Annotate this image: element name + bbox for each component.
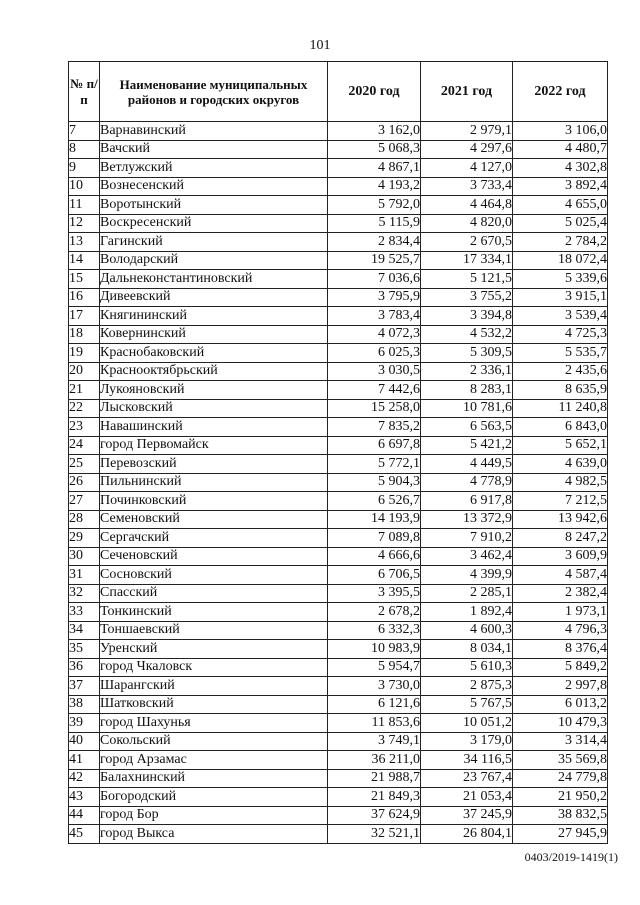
cell-2021: 2 336,1 — [421, 362, 513, 381]
cell-name: Лукояновский — [100, 381, 328, 400]
table-row — [69, 788, 608, 807]
cell-2021: 8 034,1 — [421, 640, 513, 659]
cell-2022: 2 382,4 — [513, 584, 608, 603]
cell-2020: 21 988,7 — [328, 769, 421, 788]
cell-name: Гагинский — [100, 233, 328, 252]
cell-2022: 8 635,9 — [513, 381, 608, 400]
cell-2022: 6 843,0 — [513, 418, 608, 437]
table-row — [69, 140, 608, 159]
table-row — [69, 196, 608, 215]
header-2022: 2022 год — [513, 62, 608, 122]
cell-number: 19 — [69, 344, 100, 363]
table-row — [69, 529, 608, 548]
cell-name: Навашинский — [100, 418, 328, 437]
cell-2021: 6 563,5 — [421, 418, 513, 437]
cell-name: город Бор — [100, 806, 328, 825]
cell-name: Краснобаковский — [100, 344, 328, 363]
cell-2021: 37 245,9 — [421, 806, 513, 825]
cell-2020: 36 211,0 — [328, 751, 421, 770]
cell-2021: 4 449,5 — [421, 455, 513, 474]
cell-2021: 6 917,8 — [421, 492, 513, 511]
cell-name: Сосновский — [100, 566, 328, 585]
cell-2021: 13 372,9 — [421, 510, 513, 529]
cell-number: 15 — [69, 270, 100, 289]
cell-name: Ветлужский — [100, 159, 328, 178]
table-row — [69, 307, 608, 326]
cell-2021: 4 778,9 — [421, 473, 513, 492]
cell-2020: 5 772,1 — [328, 455, 421, 474]
cell-2020: 10 983,9 — [328, 640, 421, 659]
table-row — [69, 418, 608, 437]
cell-2020: 7 089,8 — [328, 529, 421, 548]
cell-number: 13 — [69, 233, 100, 252]
cell-2021: 2 285,1 — [421, 584, 513, 603]
cell-2021: 3 394,8 — [421, 307, 513, 326]
cell-number: 44 — [69, 806, 100, 825]
cell-2020: 5 068,3 — [328, 140, 421, 159]
cell-number: 26 — [69, 473, 100, 492]
table-row — [69, 177, 608, 196]
cell-2021: 5 610,3 — [421, 658, 513, 677]
table-row — [69, 455, 608, 474]
cell-2020: 6 121,6 — [328, 695, 421, 714]
cell-2021: 5 421,2 — [421, 436, 513, 455]
cell-number: 8 — [69, 140, 100, 159]
cell-2021: 2 875,3 — [421, 677, 513, 696]
cell-name: Сокольский — [100, 732, 328, 751]
cell-name: Пильнинский — [100, 473, 328, 492]
cell-2022: 2 784,2 — [513, 233, 608, 252]
cell-2020: 3 395,5 — [328, 584, 421, 603]
cell-2021: 4 820,0 — [421, 214, 513, 233]
cell-number: 20 — [69, 362, 100, 381]
cell-2022: 24 779,8 — [513, 769, 608, 788]
cell-2021: 23 767,4 — [421, 769, 513, 788]
table-row — [69, 640, 608, 659]
cell-name: город Первомайск — [100, 436, 328, 455]
cell-number: 18 — [69, 325, 100, 344]
document-code: 0403/2019-1419(1) — [524, 850, 618, 864]
cell-number: 37 — [69, 677, 100, 696]
cell-2022: 21 950,2 — [513, 788, 608, 807]
table-body — [69, 122, 608, 844]
cell-name: Ковернинский — [100, 325, 328, 344]
cell-2020: 5 954,7 — [328, 658, 421, 677]
table-row — [69, 806, 608, 825]
cell-number: 29 — [69, 529, 100, 548]
cell-2020: 3 749,1 — [328, 732, 421, 751]
cell-2021: 2 670,5 — [421, 233, 513, 252]
cell-2022: 5 339,6 — [513, 270, 608, 289]
cell-2022: 4 655,0 — [513, 196, 608, 215]
cell-name: город Чкаловск — [100, 658, 328, 677]
cell-name: Уренский — [100, 640, 328, 659]
table-row — [69, 473, 608, 492]
cell-number: 45 — [69, 825, 100, 844]
table-row — [69, 399, 608, 418]
cell-2020: 19 525,7 — [328, 251, 421, 270]
cell-number: 40 — [69, 732, 100, 751]
cell-2022: 13 942,6 — [513, 510, 608, 529]
cell-2022: 4 725,3 — [513, 325, 608, 344]
cell-2022: 3 539,4 — [513, 307, 608, 326]
cell-2020: 3 030,5 — [328, 362, 421, 381]
cell-name: Володарский — [100, 251, 328, 270]
cell-2021: 10 781,6 — [421, 399, 513, 418]
cell-2020: 6 526,7 — [328, 492, 421, 511]
cell-number: 24 — [69, 436, 100, 455]
cell-number: 25 — [69, 455, 100, 474]
cell-2020: 32 521,1 — [328, 825, 421, 844]
cell-2020: 2 834,4 — [328, 233, 421, 252]
table-row — [69, 603, 608, 622]
cell-number: 16 — [69, 288, 100, 307]
cell-name: Тоншаевский — [100, 621, 328, 640]
cell-2022: 4 302,8 — [513, 159, 608, 178]
cell-number: 11 — [69, 196, 100, 215]
cell-number: 41 — [69, 751, 100, 770]
cell-2020: 2 678,2 — [328, 603, 421, 622]
table-row — [69, 214, 608, 233]
budget-table — [68, 61, 608, 844]
cell-2022: 11 240,8 — [513, 399, 608, 418]
table-row — [69, 566, 608, 585]
cell-2022: 38 832,5 — [513, 806, 608, 825]
table-row — [69, 344, 608, 363]
cell-2021: 4 600,3 — [421, 621, 513, 640]
cell-2022: 3 609,9 — [513, 547, 608, 566]
cell-2020: 5 115,9 — [328, 214, 421, 233]
table-row — [69, 159, 608, 178]
cell-2020: 6 706,5 — [328, 566, 421, 585]
cell-2020: 15 258,0 — [328, 399, 421, 418]
cell-2021: 2 979,1 — [421, 122, 513, 141]
cell-2020: 7 835,2 — [328, 418, 421, 437]
cell-name: город Шахунья — [100, 714, 328, 733]
cell-2021: 5 309,5 — [421, 344, 513, 363]
cell-2020: 37 624,9 — [328, 806, 421, 825]
cell-2020: 4 193,2 — [328, 177, 421, 196]
cell-number: 23 — [69, 418, 100, 437]
cell-2021: 3 462,4 — [421, 547, 513, 566]
cell-2020: 4 867,1 — [328, 159, 421, 178]
cell-2022: 4 796,3 — [513, 621, 608, 640]
cell-2022: 27 945,9 — [513, 825, 608, 844]
cell-number: 33 — [69, 603, 100, 622]
cell-2021: 10 051,2 — [421, 714, 513, 733]
cell-name: Балахнинский — [100, 769, 328, 788]
cell-name: город Арзамас — [100, 751, 328, 770]
cell-2021: 34 116,5 — [421, 751, 513, 770]
table-row — [69, 677, 608, 696]
cell-2022: 5 535,7 — [513, 344, 608, 363]
table-row — [69, 751, 608, 770]
table-row — [69, 381, 608, 400]
table-row — [69, 325, 608, 344]
cell-name: Шатковский — [100, 695, 328, 714]
cell-number: 12 — [69, 214, 100, 233]
cell-2021: 4 532,2 — [421, 325, 513, 344]
table-row — [69, 825, 608, 844]
cell-name: Шарангский — [100, 677, 328, 696]
cell-2022: 35 569,8 — [513, 751, 608, 770]
cell-number: 21 — [69, 381, 100, 400]
cell-2022: 8 376,4 — [513, 640, 608, 659]
cell-2022: 3 892,4 — [513, 177, 608, 196]
table-row — [69, 288, 608, 307]
cell-2022: 5 849,2 — [513, 658, 608, 677]
cell-2022: 5 025,4 — [513, 214, 608, 233]
cell-2020: 6 025,3 — [328, 344, 421, 363]
cell-2021: 4 464,8 — [421, 196, 513, 215]
cell-2020: 5 904,3 — [328, 473, 421, 492]
cell-name: Спасский — [100, 584, 328, 603]
cell-name: Княгининский — [100, 307, 328, 326]
table-row — [69, 122, 608, 141]
cell-2020: 4 666,6 — [328, 547, 421, 566]
cell-name: Сеченовский — [100, 547, 328, 566]
cell-number: 32 — [69, 584, 100, 603]
cell-name: Тонкинский — [100, 603, 328, 622]
cell-2022: 3 314,4 — [513, 732, 608, 751]
cell-2020: 3 783,4 — [328, 307, 421, 326]
cell-2022: 6 013,2 — [513, 695, 608, 714]
cell-number: 43 — [69, 788, 100, 807]
cell-number: 35 — [69, 640, 100, 659]
cell-number: 22 — [69, 399, 100, 418]
cell-2020: 4 072,3 — [328, 325, 421, 344]
table-row — [69, 621, 608, 640]
cell-2022: 7 212,5 — [513, 492, 608, 511]
cell-number: 42 — [69, 769, 100, 788]
cell-number: 9 — [69, 159, 100, 178]
table-row — [69, 584, 608, 603]
cell-2021: 4 297,6 — [421, 140, 513, 159]
header-name: Наименование муниципальных районов и городских округов — [100, 62, 328, 122]
cell-number: 30 — [69, 547, 100, 566]
cell-2020: 3 795,9 — [328, 288, 421, 307]
cell-name: Вачский — [100, 140, 328, 159]
cell-2021: 4 399,9 — [421, 566, 513, 585]
header-number: № п/п — [69, 62, 100, 122]
table-row — [69, 492, 608, 511]
cell-number: 14 — [69, 251, 100, 270]
cell-name: Варнавинский — [100, 122, 328, 141]
cell-name: Лысковский — [100, 399, 328, 418]
table-row — [69, 270, 608, 289]
cell-2020: 14 193,9 — [328, 510, 421, 529]
cell-name: город Выкса — [100, 825, 328, 844]
table-row — [69, 436, 608, 455]
cell-2022: 2 435,6 — [513, 362, 608, 381]
cell-2021: 3 179,0 — [421, 732, 513, 751]
table-row — [69, 769, 608, 788]
cell-name: Воротынский — [100, 196, 328, 215]
cell-2020: 3 730,0 — [328, 677, 421, 696]
cell-2022: 18 072,4 — [513, 251, 608, 270]
cell-2020: 21 849,3 — [328, 788, 421, 807]
cell-2020: 6 697,8 — [328, 436, 421, 455]
table-row — [69, 695, 608, 714]
table-row — [69, 233, 608, 252]
table-row — [69, 362, 608, 381]
table-row — [69, 732, 608, 751]
cell-name: Сергачский — [100, 529, 328, 548]
cell-2021: 21 053,4 — [421, 788, 513, 807]
table-row — [69, 714, 608, 733]
table-row — [69, 251, 608, 270]
cell-number: 36 — [69, 658, 100, 677]
cell-number: 31 — [69, 566, 100, 585]
cell-2021: 8 283,1 — [421, 381, 513, 400]
cell-2022: 10 479,3 — [513, 714, 608, 733]
cell-2020: 6 332,3 — [328, 621, 421, 640]
cell-2020: 11 853,6 — [328, 714, 421, 733]
table-row — [69, 547, 608, 566]
cell-name: Дивеевский — [100, 288, 328, 307]
cell-2022: 4 982,5 — [513, 473, 608, 492]
table-row — [69, 658, 608, 677]
cell-2021: 1 892,4 — [421, 603, 513, 622]
cell-number: 28 — [69, 510, 100, 529]
cell-number: 10 — [69, 177, 100, 196]
table-header-row — [69, 62, 608, 122]
cell-number: 17 — [69, 307, 100, 326]
cell-name: Дальнеконстантиновский — [100, 270, 328, 289]
cell-number: 27 — [69, 492, 100, 511]
cell-2021: 26 804,1 — [421, 825, 513, 844]
cell-number: 7 — [69, 122, 100, 141]
cell-2022: 4 587,4 — [513, 566, 608, 585]
cell-2020: 7 036,6 — [328, 270, 421, 289]
cell-number: 39 — [69, 714, 100, 733]
cell-name: Краснооктябрьский — [100, 362, 328, 381]
cell-number: 38 — [69, 695, 100, 714]
cell-2021: 4 127,0 — [421, 159, 513, 178]
cell-name: Воскресенский — [100, 214, 328, 233]
cell-2022: 4 639,0 — [513, 455, 608, 474]
header-2021: 2021 год — [421, 62, 513, 122]
cell-2020: 7 442,6 — [328, 381, 421, 400]
cell-2021: 5 121,5 — [421, 270, 513, 289]
cell-name: Вознесенский — [100, 177, 328, 196]
cell-name: Богородский — [100, 788, 328, 807]
header-2020: 2020 год — [328, 62, 421, 122]
cell-2022: 3 915,1 — [513, 288, 608, 307]
cell-2022: 8 247,2 — [513, 529, 608, 548]
cell-2021: 17 334,1 — [421, 251, 513, 270]
cell-2021: 3 755,2 — [421, 288, 513, 307]
cell-2022: 5 652,1 — [513, 436, 608, 455]
table-row — [69, 510, 608, 529]
cell-2021: 5 767,5 — [421, 695, 513, 714]
cell-name: Семеновский — [100, 510, 328, 529]
cell-2021: 7 910,2 — [421, 529, 513, 548]
cell-number: 34 — [69, 621, 100, 640]
cell-2020: 5 792,0 — [328, 196, 421, 215]
cell-2022: 4 480,7 — [513, 140, 608, 159]
cell-2020: 3 162,0 — [328, 122, 421, 141]
cell-2022: 1 973,1 — [513, 603, 608, 622]
cell-2022: 3 106,0 — [513, 122, 608, 141]
page-number: 101 — [309, 38, 331, 53]
cell-name: Перевозский — [100, 455, 328, 474]
cell-2022: 2 997,8 — [513, 677, 608, 696]
cell-name: Починковский — [100, 492, 328, 511]
cell-2021: 3 733,4 — [421, 177, 513, 196]
